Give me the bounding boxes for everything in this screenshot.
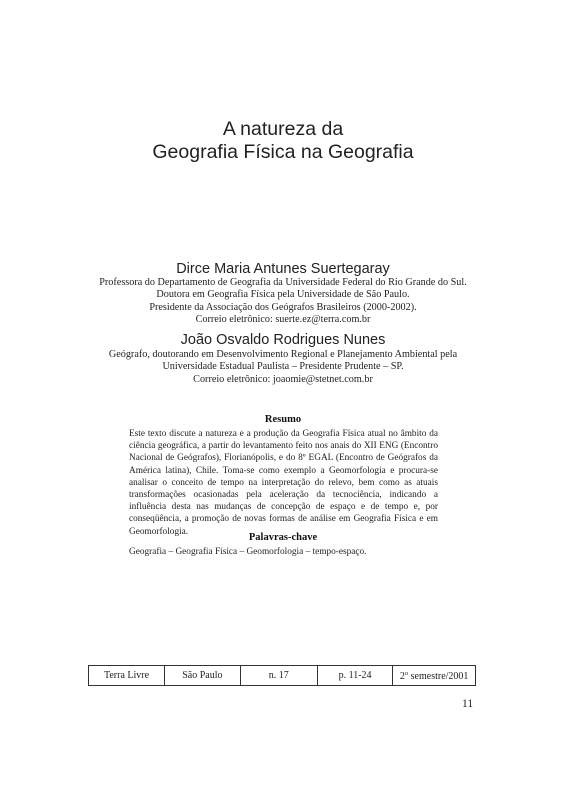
affiliation-line: Geógrafo, doutorando em Desenvolvimento Regional e Planejamento Ambiental pela bbox=[108, 349, 458, 360]
pages-cell: p. 11-24 bbox=[317, 666, 393, 686]
journal-cell: Terra Livre bbox=[89, 666, 165, 686]
city-cell: São Paulo bbox=[164, 666, 240, 686]
affiliation-line: Doutora em Geografia Física pela Universidade de São Paulo. bbox=[156, 289, 410, 301]
page-number: 11 bbox=[462, 698, 474, 710]
semester-text: semestre/2001 bbox=[408, 670, 469, 682]
keywords-text: Geografia – Geografia Física – Geomorfologia – tempo-espaço. bbox=[129, 547, 367, 557]
author-name-1: Dirce Maria Antunes Suertegaray bbox=[176, 261, 390, 277]
keywords-heading: Palavras-chave bbox=[248, 532, 318, 543]
abstract-heading: Resumo bbox=[264, 414, 302, 425]
article-title bbox=[0, 118, 566, 164]
abstract-text: Este texto discute a natureza e a produção da Geografia Física atual no âmbito da ciência geográfica, a partir do levantamento feito nos anais do XII ENG (Encontro Nacional de Geógrafos), Florianópolis, e do 8º EGAL (Encontro de Geógrafos da América latina), Chile. Toma-se como exemplo a Geomorfologia e procura-se analisar o conceito de tempo na interpretação do relevo, bem como as atuais transformações ocasionadas pela aceleração da tecnociência, indicando a influência desta nas mudanças de concepção de espaço e de tempo e, por conseqüência, a promoção de novas formas de análise em Geografia Física e em Geomorfologia. bbox=[129, 429, 438, 537]
citation-row bbox=[89, 666, 476, 686]
title-line-2: Geografia Física na Geografia bbox=[152, 141, 414, 163]
semester-ordinal: o bbox=[404, 669, 409, 677]
affiliation-line: Universidade Estadual Paulista – Presidente Prudente – SP. bbox=[162, 361, 404, 373]
title-line-1: A natureza da bbox=[222, 118, 344, 140]
issue-cell: n. 17 bbox=[240, 666, 317, 686]
semester-cell bbox=[393, 666, 476, 686]
affiliation-line: Professora do Departamento de Geografia da Universidade Federal do Rio Grande do Sul. bbox=[99, 277, 467, 288]
email-line: Correio eletrônico: suerte.ez@terra.com.br bbox=[195, 314, 371, 326]
citation-table bbox=[88, 665, 476, 686]
author-affiliation-2 bbox=[0, 349, 566, 386]
email-line: Correio eletrônico: joaomie@stetnet.com.br bbox=[193, 373, 373, 385]
semester-number: 2 bbox=[399, 670, 405, 682]
author-name-2: João Osvaldo Rodrigues Nunes bbox=[180, 332, 386, 348]
affiliation-line: Presidente da Associação dos Geógrafos Brasileiros (2000-2002). bbox=[149, 301, 417, 313]
author-affiliation-1 bbox=[0, 277, 566, 327]
